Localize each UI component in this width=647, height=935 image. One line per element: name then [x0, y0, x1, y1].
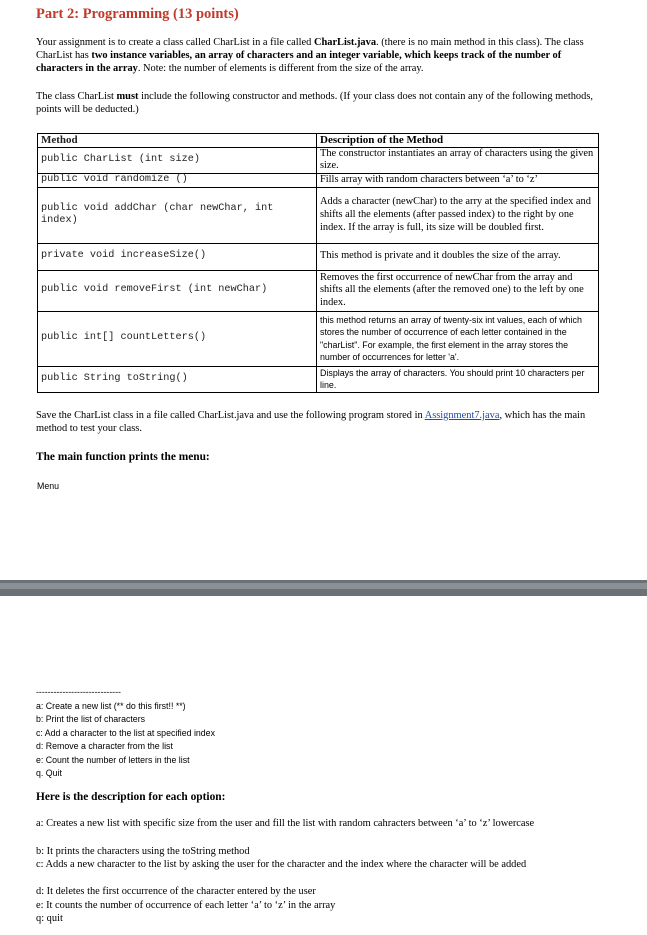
description-cell: Displays the array of characters. You should print 10 characters per line.: [317, 366, 599, 392]
option-description: a: Creates a new list with specific size from the user and fill the list with random cahracters between ‘a’ to ‘z’ lowercase: [36, 818, 535, 829]
table-row: [38, 173, 599, 187]
option-description: c: Adds a new character to the list by asking the user for the character and the index where the character will be added: [36, 859, 527, 870]
console-bar-highlight: [0, 583, 647, 589]
method-cell: public CharList (int size): [38, 147, 317, 173]
console-bar: [0, 580, 647, 596]
description-cell: The constructor instantiates an array of characters using the given size.: [317, 147, 599, 173]
description-cell: Fills array with random characters between ‘a’ to ‘z’: [317, 173, 599, 187]
table-row: [38, 147, 599, 173]
req-must: must: [116, 91, 139, 102]
menu-item: b: Print the list of characters: [36, 714, 146, 724]
menu-item: c: Add a character to the list at specified index: [36, 727, 215, 738]
requirements-paragraph: [36, 90, 606, 116]
req-text-1: The class CharList: [36, 91, 117, 102]
page-title: Part 2: Programming (13 points): [36, 6, 239, 22]
option-description: e: It counts the number of occurrence of each letter ‘a’ to ‘z’ in the array: [36, 900, 336, 911]
method-cell: public void removeFirst (int newChar): [38, 270, 317, 311]
table-header-row: [38, 134, 599, 148]
description-cell: Removes the first occurrence of newChar from the array and shifts all the elements (after the removed one) to the left by one index.: [317, 270, 599, 311]
method-cell: public void addChar (char newChar, int index): [38, 187, 317, 243]
menu-separator: -----------------------------: [36, 687, 121, 697]
save-text-2: , which has the main method to test your class.: [36, 410, 586, 434]
table-row: [38, 243, 599, 270]
save-text-1: Save the CharList class in a file called CharList.java and use the following program stored in: [36, 410, 425, 421]
header-method: Method: [38, 134, 317, 148]
options-heading: Here is the description for each option:: [36, 791, 226, 803]
intro-file-name: CharList.java: [313, 37, 377, 48]
intro-instance-variables: two instance variables, an array of characters and an integer variable, which keeps track of the number of characters in the array: [36, 50, 562, 74]
option-description: b: It prints the characters using the toString method: [36, 846, 250, 857]
table-row: [38, 366, 599, 392]
option-description: q: quit: [36, 913, 63, 924]
method-cell: public int[] countLetters(): [38, 311, 317, 366]
method-cell: public void randomize (): [38, 173, 317, 187]
methods-table: [37, 133, 599, 393]
description-cell: this method returns an array of twenty-six int values, each of which stores the number of occurrence of each letter contained in the "charList". For example, the first element in the array stores the number of occurrences for letter 'a'.: [317, 311, 599, 366]
menu-item: e: Count the number of letters in the list: [36, 754, 190, 765]
table-row: [38, 187, 599, 243]
menu-item: d: Remove a character from the list: [36, 741, 173, 751]
intro-text-2: . (there is no main method in this class). The class CharList has: [36, 37, 584, 61]
intro-text-1: Your assignment is to create a class called CharList in a file called: [36, 37, 314, 48]
header-description: Description of the Method: [317, 134, 599, 148]
menu-item: a: Create a new list (** do this first!! **): [36, 700, 186, 711]
menu-list: [36, 686, 215, 781]
save-instructions: [36, 409, 606, 435]
menu-label: Menu: [37, 481, 60, 491]
method-cell: public String toString(): [38, 366, 317, 392]
assignment-link[interactable]: Assignment7.java: [424, 410, 500, 421]
menu-item: q. Quit: [36, 768, 62, 778]
description-cell: Adds a character (newChar) to the arry at the specified index and shifts all the elements (after passed index) to the right by one index. If the array is full, its size will be doubled first.: [317, 187, 599, 243]
req-text-2: include the following constructor and methods. (If your class does not contain any of the following methods, points will be deducted.): [36, 91, 593, 115]
intro-paragraph: [36, 36, 606, 75]
intro-text-3: . Note: the number of elements is different from the size of the array.: [137, 63, 424, 74]
option-description: d: It deletes the first occurrence of the character entered by the user: [36, 886, 316, 897]
main-function-heading: The main function prints the menu:: [36, 451, 210, 463]
table-row: [38, 270, 599, 311]
table-row: [38, 311, 599, 366]
description-cell: This method is private and it doubles the size of the array.: [317, 243, 599, 270]
method-cell: private void increaseSize(): [38, 243, 317, 270]
